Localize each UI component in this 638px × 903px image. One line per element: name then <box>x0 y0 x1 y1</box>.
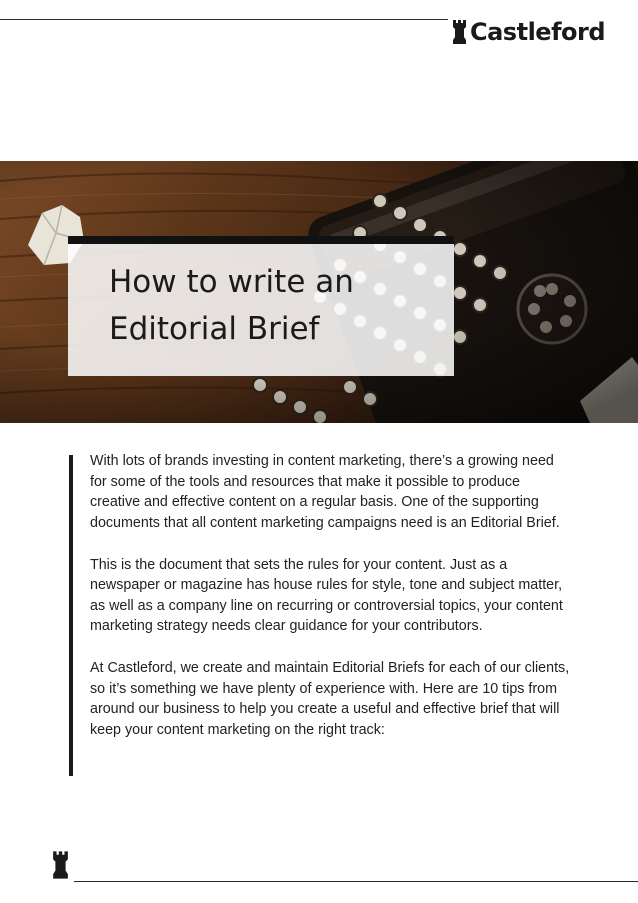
castleford-logo[interactable] <box>452 16 605 48</box>
footer-rule <box>74 881 638 882</box>
intro-text <box>90 451 570 762</box>
brand-name: Castleford <box>470 18 606 46</box>
page-title-line-2: Editorial Brief <box>109 311 320 347</box>
title-accent-bar <box>68 236 454 244</box>
page-title-line-1: How to write an <box>109 264 354 300</box>
footer-logo <box>52 850 69 885</box>
rook-chess-icon <box>52 850 69 880</box>
paragraph: At Castleford, we create and maintain Editorial Briefs for each of our clients, so it’s something we have plenty of experience with. Here are 10 tips from around our business to help you create a useful and effective brief that will keep your content marketing on the right track: <box>90 660 570 738</box>
paragraph: With lots of brands investing in content marketing, there’s a growing need for some of the tools and resources that make it possible to produce creative and effective content on a regular basis. One of the supporting documents that all content marketing campaigns need is an Editorial Brief. <box>90 453 560 531</box>
rook-chess-icon <box>452 20 467 44</box>
header-rule <box>0 19 448 20</box>
paragraph: This is the document that sets the rules for your content. Just as a newspaper or magazine has house rules for style, tone and subject matter, as well as a company line on recurring or controversial topics, your content marketing strategy needs clear guidance for your contributors. <box>90 556 563 634</box>
title-card <box>68 236 454 376</box>
quote-accent-bar <box>69 455 73 776</box>
